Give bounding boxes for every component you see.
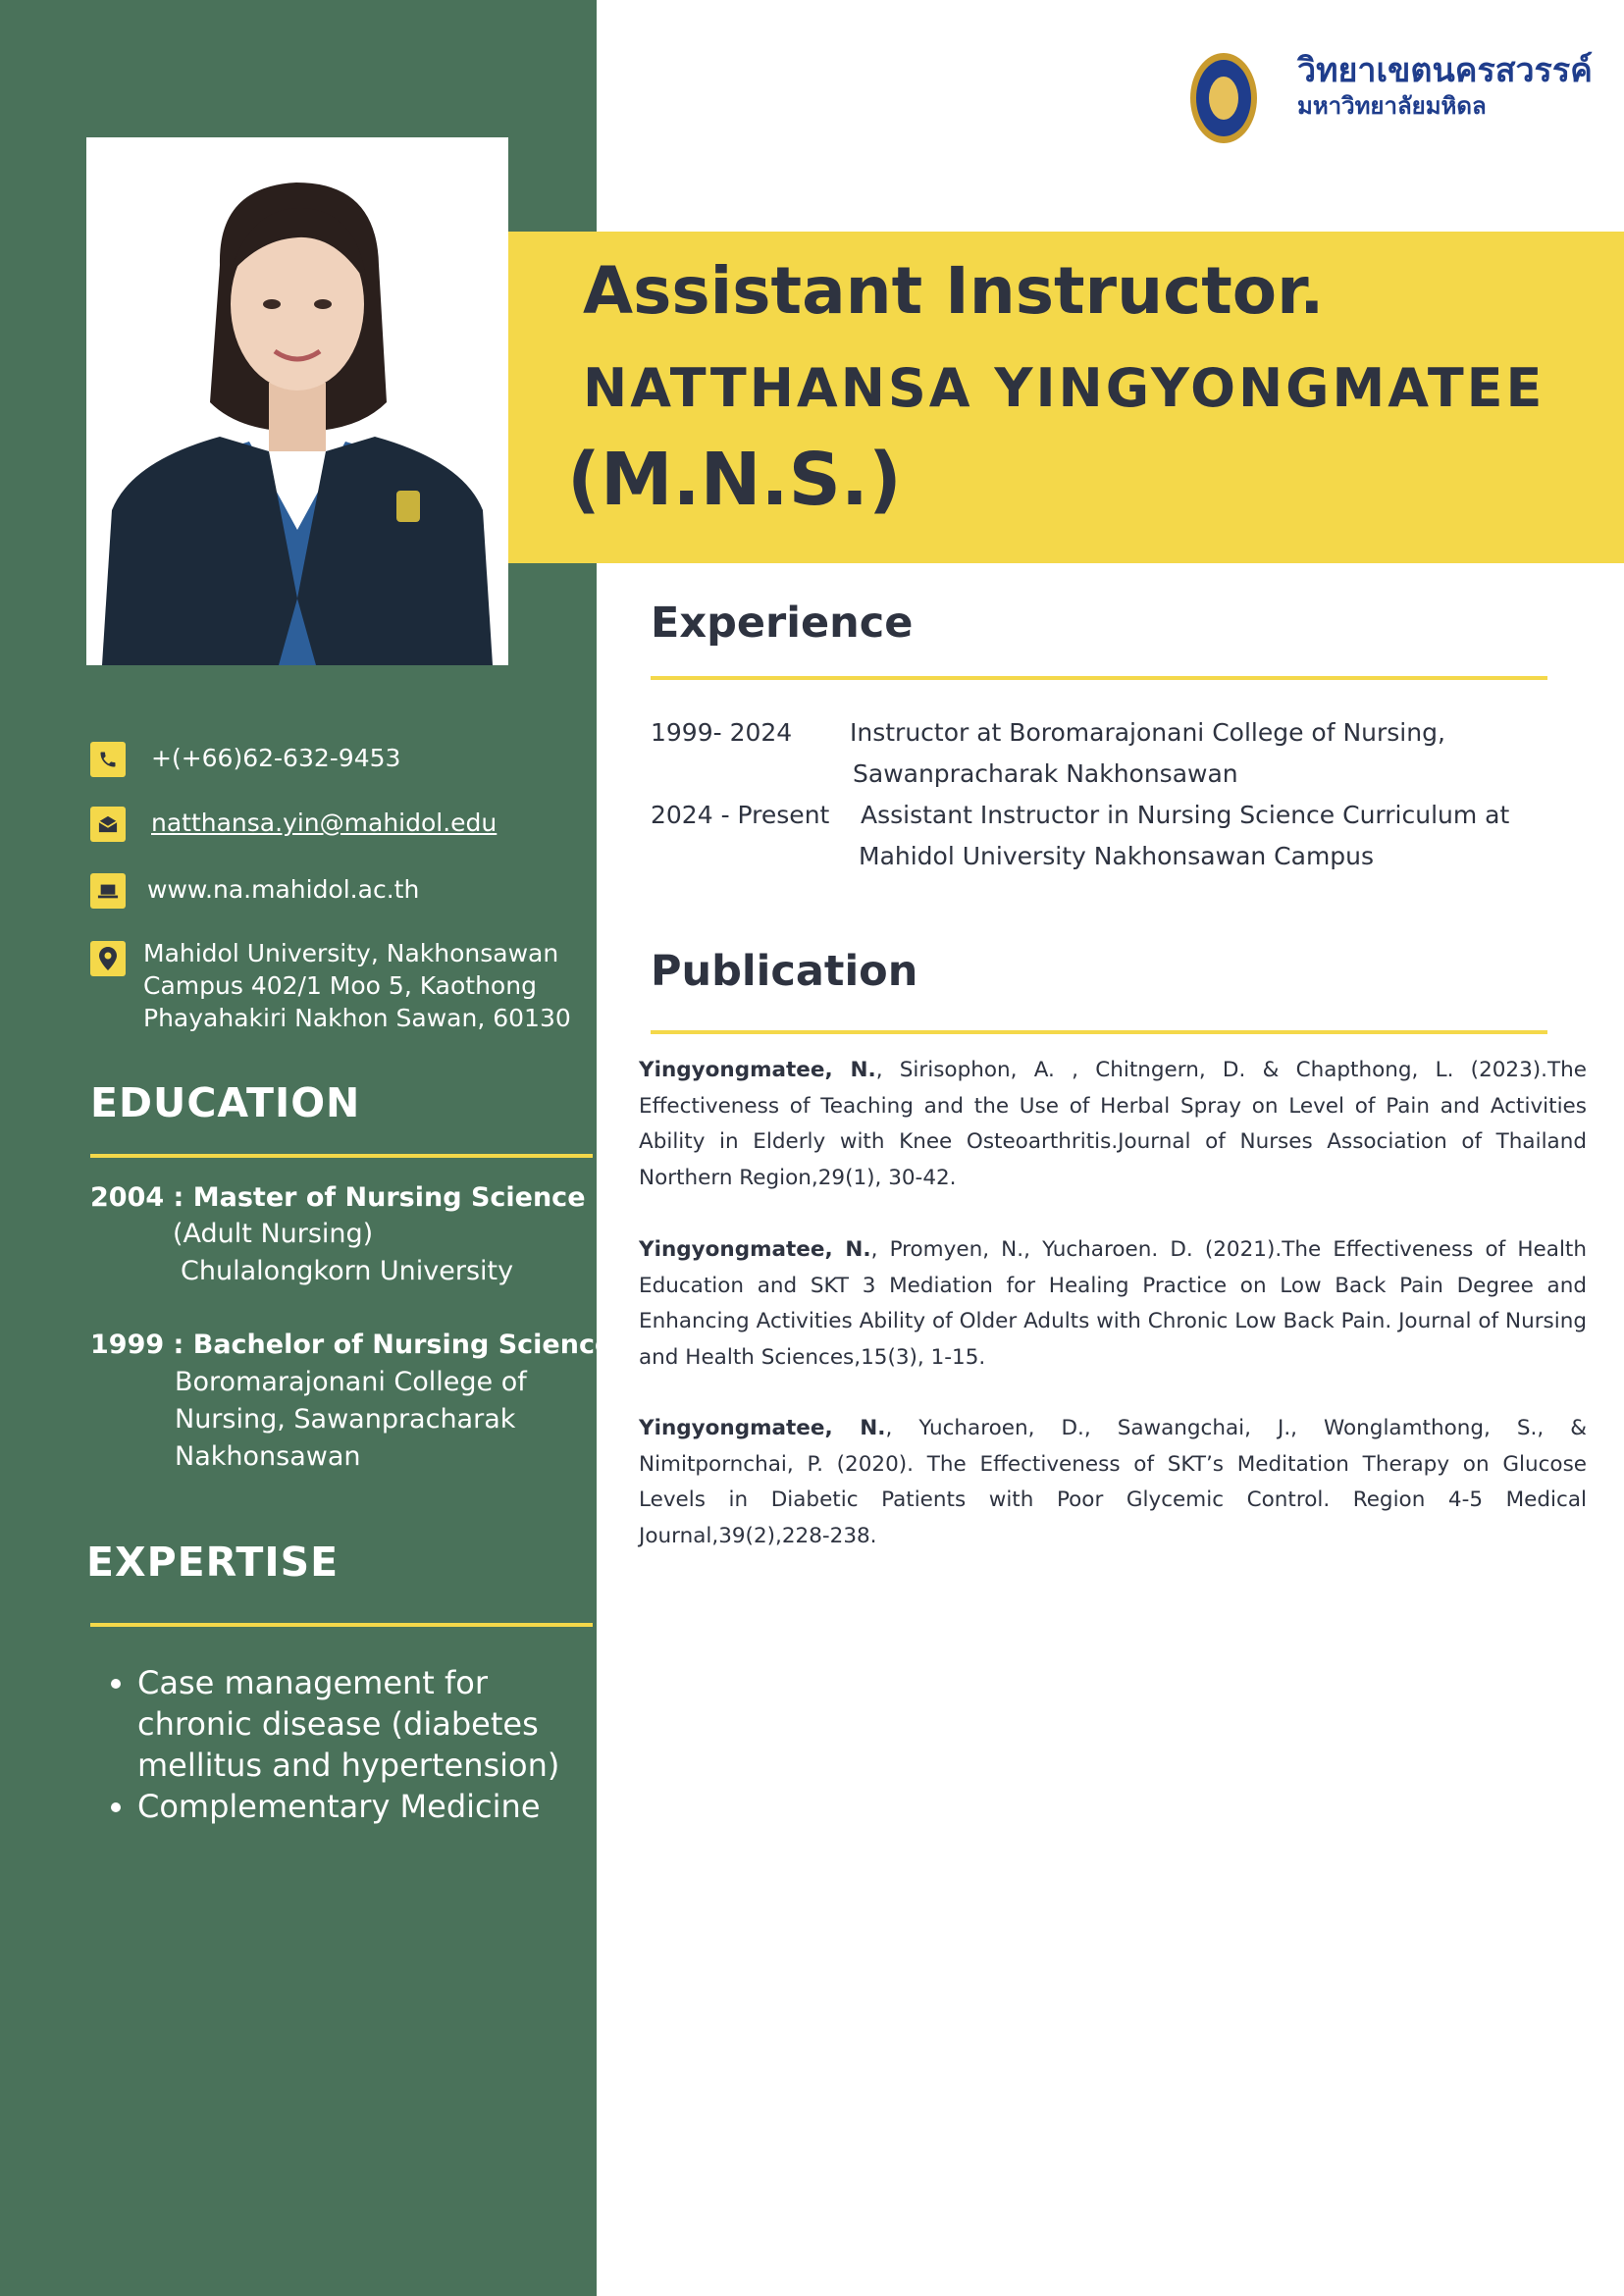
experience-role: Assistant Instructor in Nursing Science Curriculum at [861, 801, 1510, 829]
education-degree: Master of Nursing Science [192, 1182, 586, 1213]
education-line: Chulalongkorn University [181, 1256, 514, 1286]
expertise-item: • Case management for chronic disease (diabetes mellitus and hypertension) [137, 1662, 599, 1786]
experience-role: Instructor at Boromarajonani College of Nursing, [850, 718, 1445, 747]
publication-entry [639, 1232, 1587, 1376]
university-name [1297, 51, 1593, 122]
publication-citation: , Promyen, N., Yucharoen. D. (2021).The Effectiveness of Health Education and SKT 3 Mediation for Healing Practice on Low Back Pain Degree and Enhancing Activities Ability of Older Adults with Chronic Low Back Pain. Journal of Nursing and Health Sciences,15(3), 1-15. [639, 1237, 1587, 1370]
publication-author: Yingyongmatee, N. [639, 1416, 886, 1440]
experience-period: 1999- 2024 [651, 718, 793, 747]
phone-icon [90, 742, 126, 777]
campus-name-thai: วิทยาเขตนครสวรรค์ [1297, 51, 1593, 90]
education-line: Boromarajonani College of [175, 1367, 527, 1397]
education-item [90, 1327, 612, 1363]
publication-citation: , Sirisophon, A. , Chitngern, D. & Chapthong, L. (2023).The Effectiveness of Teaching and the Use of Herbal Spray on Level of Pain and Activities Ability in Elderly with Knee Osteoarthritis.Journal of Nurses Association of Thailand Northern Region,29(1), 30-42. [639, 1058, 1587, 1190]
education-year: 1999 : [90, 1330, 193, 1360]
profile-photo [102, 137, 493, 665]
publication-author: Yingyongmatee, N. [639, 1237, 871, 1262]
laptop-icon [90, 873, 126, 909]
address-line-3: Phayahakiri Nakhon Sawan, 60130 [143, 1004, 571, 1032]
person-name: NATTHANSA YINGYONGMATEE [583, 357, 1545, 419]
education-degree: Bachelor of Nursing Science [192, 1330, 613, 1360]
publication-heading: Publication [651, 947, 918, 996]
experience-heading: Experience [651, 599, 914, 648]
degree-title: (M.N.S.) [567, 438, 902, 522]
title-banner [508, 232, 1624, 563]
education-year: 2004 : [90, 1182, 193, 1213]
education-line: Nakhonsawan [175, 1441, 361, 1472]
expertise-list [94, 1662, 599, 1827]
experience-role: Sawanpracharak Nakhonsawan [853, 759, 1238, 788]
phone-number: +(+66)62-632-9453 [151, 744, 401, 772]
expertise-heading: EXPERTISE [86, 1539, 340, 1586]
email-link[interactable]: natthansa.yin@mahidol.edu [151, 809, 498, 837]
address-line-2: Campus 402/1 Moo 5, Kaothong [143, 971, 537, 1000]
envelope-icon [90, 807, 126, 842]
education-line: Nursing, Sawanpracharak [175, 1404, 516, 1435]
experience-role: Mahidol University Nakhonsawan Campus [859, 842, 1375, 870]
portrait-illustration [102, 137, 493, 665]
publication-citation: , Yucharoen, D., Sawangchai, J., Wonglamthong, S., & Nimitpornchai, P. (2020). The Effectiveness of SKT’s Meditation Therapy on Glucose Levels in Diabetic Patients with Poor Glycemic Control. Region 4-5 Medical Journal,39(2),228-238. [639, 1416, 1587, 1548]
publication-entry [639, 1053, 1587, 1196]
publication-author: Yingyongmatee, N. [639, 1058, 876, 1082]
education-item [90, 1179, 586, 1216]
education-divider [90, 1154, 593, 1158]
expertise-divider [90, 1623, 593, 1627]
profile-photo-frame [86, 137, 508, 665]
publication-divider [651, 1030, 1547, 1034]
education-line: (Adult Nursing) [173, 1219, 374, 1249]
experience-period: 2024 - Present [651, 801, 830, 829]
address-line-1: Mahidol University, Nakhonsawan [143, 939, 559, 967]
university-seal-logo [1189, 51, 1258, 145]
location-pin-icon [90, 941, 126, 976]
publication-entry [639, 1411, 1587, 1554]
job-title: Assistant Instructor. [583, 253, 1325, 329]
education-heading: EDUCATION [90, 1079, 361, 1126]
university-name-thai: มหาวิทยาลัยมหิดล [1297, 92, 1487, 120]
expertise-item: • Complementary Medicine [137, 1786, 599, 1827]
website-link[interactable]: www.na.mahidol.ac.th [147, 875, 420, 904]
experience-divider [651, 676, 1547, 680]
